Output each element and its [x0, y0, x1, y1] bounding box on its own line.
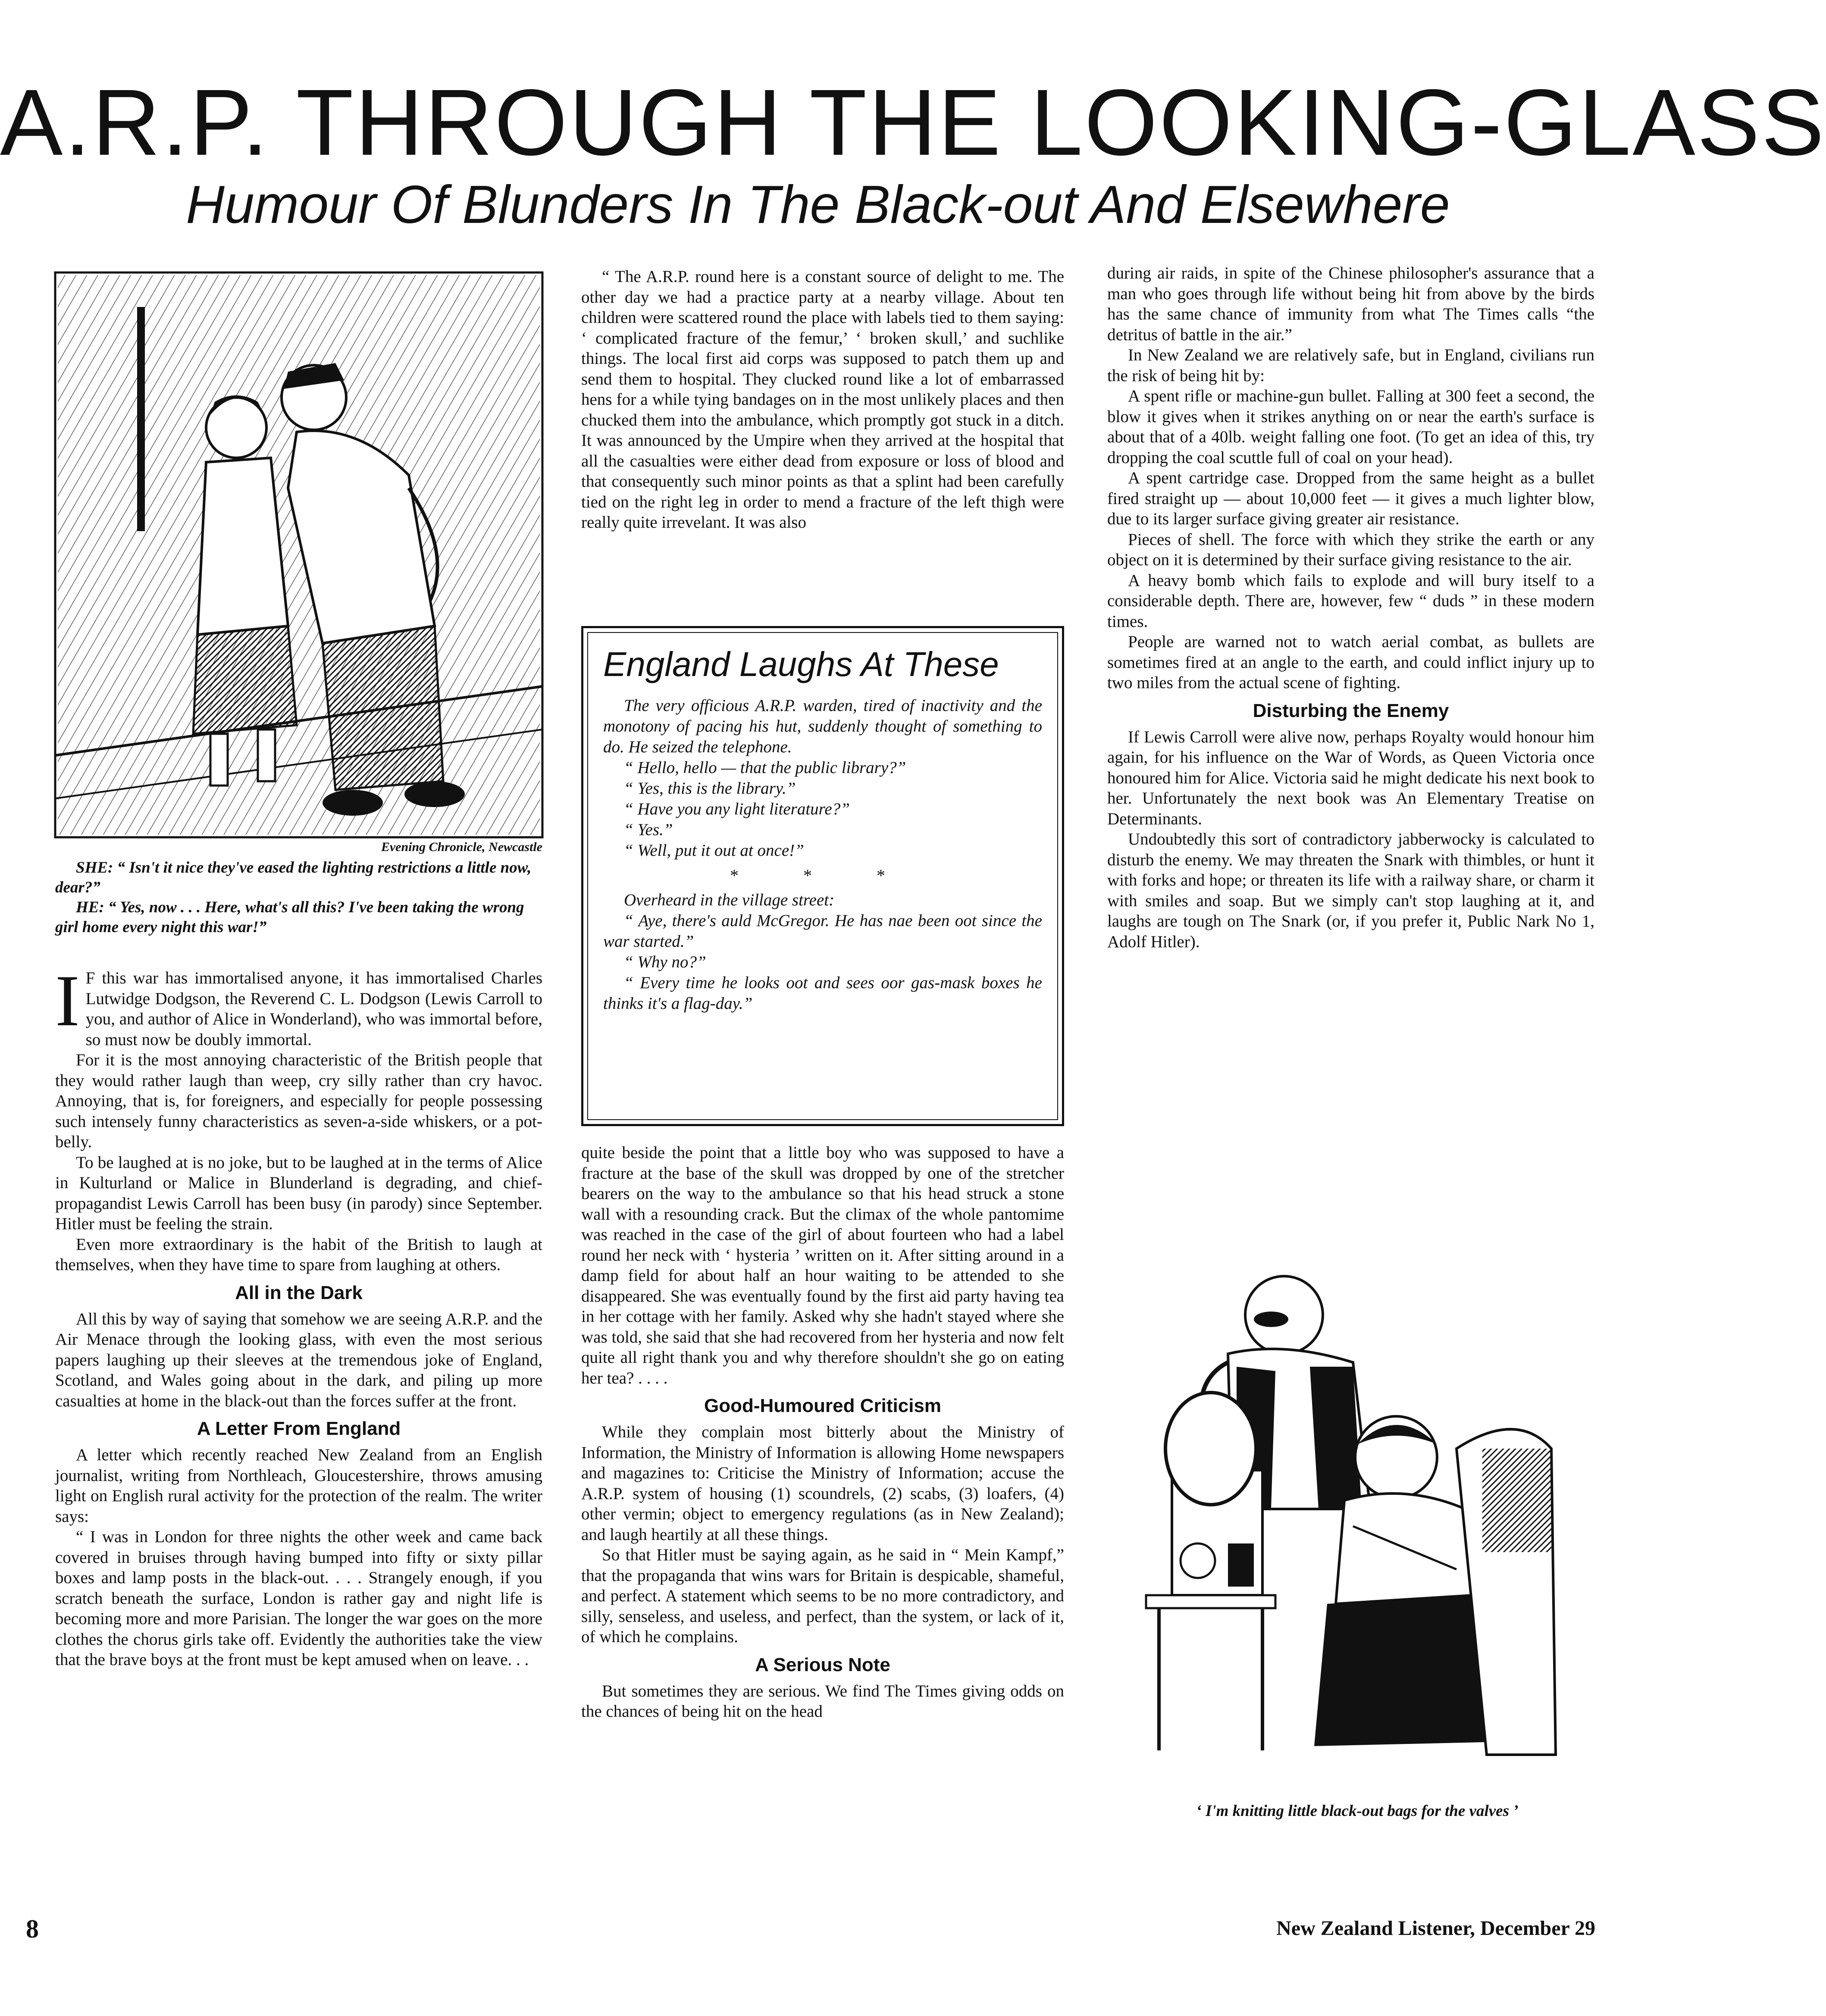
box-stars: * * * — [730, 866, 915, 885]
box-line-6: “ Aye, there's auld McGregor. He has nae been oot since the war started.” — [603, 911, 1042, 951]
publication-line: New Zealand Listener, December 29 — [1276, 1917, 1595, 1940]
box-line-4: “ Yes.” — [624, 820, 673, 839]
box-p2: Overheard in the village street: — [624, 891, 835, 909]
col2-p2: quite beside the point that a little boy who was supposed to have a fracture at the base of the skull was dropped by one of the stretcher bearers on the way to the ambulance so that his head struck a stone wall with a resounding crack. But the climax of the whole pantomime was reached in the case of the girl of about fourteen who had a label round her neck with ‘ hysteria ’ written on it. After sitting around in a damp field for about half an hour waiting to be attended to she disappeared. She was eventually found by the first aid party having tea in her cottage with her family. Asked why she hadn't stayed where she was told, she said that she had recovered from her hysteria and now felt quite all right thank you and why therefore shouldn't she go on eating her tea? . . . . — [581, 1143, 1064, 1387]
heading-all-in-the-dark: All in the Dark — [235, 1282, 363, 1303]
col3-p1: during air raids, in spite of the Chinese philosopher's assurance that a man who goes through life without being hit from above by the birds has the same chance of immunity from what The Times calls “the detritus of battle in the air.” — [1107, 264, 1594, 344]
col3-p7: People are warned not to watch aerial combat, as bullets are sometimes fired at an angle to the earth, and could inflict injury up to two miles from the actual scene of fighting. — [1107, 632, 1594, 692]
heading-letter-from-england: A Letter From England — [197, 1418, 401, 1439]
col2-p5: But sometimes they are serious. We find The Times giving odds on the chances of being hit on the head — [581, 1681, 1064, 1721]
page-number: 8 — [26, 1915, 39, 1943]
col1-p5: All this by way of saying that somehow we are seeing A.R.P. and the Air Menace through the looking glass, with even the most serious papers laughing up their sleeves at the tremendous joke of England, Scotland, and Wales going about in the dark, and piling up more casualties at home in the black-out than the forces suffer at the front. — [55, 1309, 542, 1410]
column-2-bottom — [581, 1143, 1064, 1722]
col3-p4: A spent cartridge case. Dropped from the same height as a bullet fired straight up — about 10,000 feet — it gives a much lighter blow, due to its larger surface giving greater air resistance. — [1107, 469, 1594, 528]
col1-p2: For it is the most annoying characteristic of the British people that they would rather laugh than weep, cry silly rather than cry havoc. Annoying, that is, for foreigners, and especially for people possessing such intensely funny characteristics as seven-a-side whiskers, or a pot-belly. — [55, 1051, 542, 1151]
box-p1: The very officious A.R.P. warden, tired of inactivity and the monotony of pacing his hut, suddenly thought of something to do. He seized the telephone. — [603, 696, 1042, 756]
col1-p6: A letter which recently reached New Zealand from an English journalist, writing from Northleach, Gloucestershire, throws amusing light on English rural activity for the protection of the realm. The writer says: — [55, 1446, 542, 1526]
caption-she: SHE: “ Isn't it nice they've eased the lighting restrictions a little now, dear?” — [55, 859, 532, 896]
cartoon-blackout-couple — [55, 272, 542, 837]
col1-p1: F this war has immortalised anyone, it has immortalised Charles Lutwidge Dodgson, the Reverend C. L. Dodgson (Lewis Carroll to you, and author of Alice in Wonderland), who was immortal before, so must now be doubly immortal. — [85, 969, 542, 1049]
col1-p3: To be laughed at is no joke, but to be laughed at in the terms of Alice in Kulturland or Malice in Blunderland is degrading, and chief-propagandist Lewis Carroll has been busy (in parody) since September. Hitler must be feeling the strain. — [55, 1153, 542, 1233]
col3-p2: In New Zealand we are relatively safe, but in England, civilians run the risk of being hit by: — [1107, 346, 1594, 385]
cartoon-couple-illustration — [55, 272, 542, 837]
heading-disturbing-the-enemy: Disturbing the Enemy — [1253, 700, 1449, 721]
box-line-7: “ Why no?” — [624, 953, 706, 971]
column-2-top — [581, 266, 1064, 533]
cartoon-caption — [55, 858, 542, 937]
caption-he: HE: “ Yes, now . . . Here, what's all this? I've been taking the wrong girl home every night this war!” — [55, 898, 524, 936]
box-line-5: “ Well, put it out at once!” — [624, 841, 804, 860]
cartoon-knitting-wife — [1129, 1268, 1586, 1798]
cartoon-credit: Evening Chronicle, Newcastle — [381, 840, 542, 854]
intro-paragraph — [55, 960, 542, 1050]
box-line-2: “ Yes, this is the library.” — [624, 779, 796, 798]
column-1 — [55, 960, 542, 1670]
col2-p4: So that Hitler must be saying again, as he said in “ Mein Kampf,” that the propaganda that wins wars for Britain is despicable, shameful, and perfect. A statement which seems to be no more contradictory, and silly, senseless, and useless, and perfect, than the system, or lack of it, of which he complains. — [581, 1546, 1064, 1646]
box-line-3: “ Have you any light literature?” — [624, 800, 850, 818]
col3-p6: A heavy bomb which fails to explode and will bury itself to a considerable depth. There are, however, few “ duds ” in these modern times. — [1107, 571, 1594, 631]
box-line-8: “ Every time he looks oot and sees oor gas-mask boxes he thinks it's a flag-day.” — [603, 974, 1042, 1013]
page-title: A.R.P. THROUGH THE LOOKING-GLASS — [0, 70, 1826, 175]
col1-p7: “ I was in London for three nights the other week and came back covered in bruises through having bumped into fifty or sixty pillar boxes and lamp posts in the black-out. . . . Strangely enough, if you scratch beneath the surface, London is rather gay and night life is becoming more and more Parisian. The longer the war goes on the more clothes the chorus girls take off. Evidently the authorities take the view that the brave boys at the front must be kept amused when on leave. . . — [55, 1528, 542, 1669]
sidebar-box-england-laughs — [581, 626, 1064, 1126]
col3-p3: A spent rifle or machine-gun bullet. Falling at 300 feet a second, the blow it gives when it strikes anything on or near the earth's surface is about that of a 40lb. weight falling one foot. (To get an idea of this, try dropping the coal scuttle full of coal on your head). — [1107, 387, 1594, 467]
col3-p9: Undoubtedly this sort of contradictory jabberwocky is calculated to disturb the enemy. We may threaten the Snark with thimbles, or hunt it with forks and hope; or threaten its life with a railway share, or charm it with smiles and soap. But we simply can't stop laughing at it, and laughs are tough on The Snark (or, if you prefer it, Public Nark No 1, Adolf Hitler). — [1107, 830, 1594, 951]
page-subtitle: Humour Of Blunders In The Black-out And Elsewhere — [186, 175, 1450, 235]
cartoon-caption-knitting: ‘ I'm knitting little black-out bags for the valves ’ — [1196, 1802, 1519, 1820]
box-line-1: “ Hello, hello — that the public library?” — [624, 758, 906, 777]
col1-p4: Even more extraordinary is the habit of the British to laugh at themselves, when they have time to spare from laughing at others. — [55, 1235, 542, 1274]
cartoon-radio-illustration — [1129, 1268, 1586, 1798]
col2-p3: While they complain most bitterly about the Ministry of Information, the Ministry of Information is allowing Home newspapers and magazines to: Criticise the Ministry of Information; accuse the A.R.P. system of housing (1) scoundrels, (2) scabs, (3) loafers, (4) other vermin; object to emergency regulations (as in New Zealand); and laugh heartily at all these things. — [581, 1423, 1064, 1544]
heading-good-humoured-criticism: Good-Humoured Criticism — [704, 1395, 942, 1416]
drop-cap: I — [55, 960, 80, 1041]
column-3 — [1107, 263, 1594, 952]
col3-p8: If Lewis Carroll were alive now, perhaps Royalty would honour him again, for his influence on the War of Words, as Queen Victoria once honoured him for Alice. Victoria said he might dedicate his next book to her. Unfortunately the next book was An Elementary Treatise on Determinants. — [1107, 727, 1594, 828]
box-title: England Laughs At These — [603, 645, 999, 683]
heading-a-serious-note: A Serious Note — [755, 1654, 890, 1675]
col2-p1: “ The A.R.P. round here is a constant source of delight to me. The other day we had a practice party at a nearby village. About ten children were scattered round the place with labels tied to them saying: ‘ complicated fracture of the femur,’ ‘ broken skull,’ and suchlike things. The local first aid corps was supposed to patch them up and send them to hospital. They clucked round like a lot of embarrassed hens for a while tying bandages on in the most unlikely places and then chucked them into the ambulance, which promptly got stuck in a ditch. It was announced by the Umpire when they arrived at the hospital that all the casualties were either dead from exposure or loss of blood and that consequently such minor points as that a splint had been carefully tied on the right leg in order to mend a fracture of the left thigh were really quite irrevelant. It was also — [581, 267, 1064, 532]
col3-p5: Pieces of shell. The force with which they strike the earth or any object on it is determined by their surface giving resistance to the air. — [1107, 530, 1594, 569]
